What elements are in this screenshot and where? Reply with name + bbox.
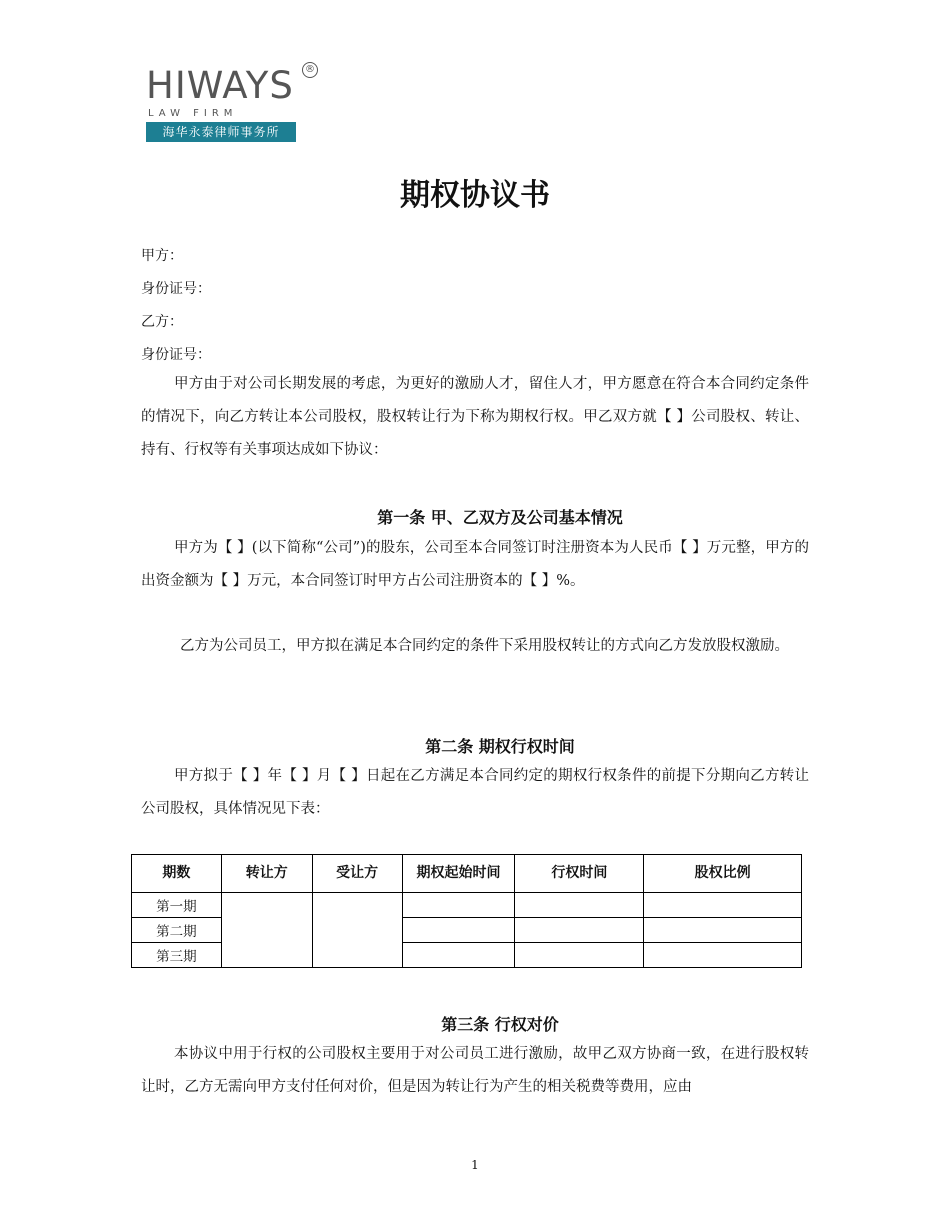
table-cell: 第三期 [132,943,222,968]
table-row [132,893,802,918]
table-header: 期数 [132,855,222,893]
section-3-heading: 第三条 行权对价 [441,1015,559,1034]
registered-mark: ® [302,62,318,78]
section-3-paragraph-1: 本协议中用于行权的公司股权主要用于对公司员工进行激励，故甲乙双方协商一致，在进行股权转让时，乙方无需向甲方支付任何对价，但是因为转让行为产生的相关税费等费用，应由 [141,1046,809,1095]
logo-subtitle: LAW FIRM [148,108,238,119]
table-cell [515,918,644,943]
party-b-label: 乙方： [141,314,183,330]
table-header: 受让方 [312,855,402,893]
table-cell [644,893,802,918]
document-title: 期权协议书 [400,178,550,213]
table-cell [402,918,515,943]
party-a-label: 甲方： [141,248,183,264]
party-b-id-label: 身份证号： [141,347,211,363]
logo-chinese-name: 海华永泰律师事务所 [146,122,296,142]
section-1-paragraph-1: 甲方为【 】(以下简称“公司”)的股东，公司至本合同签订时注册资本为人民币【 】万元整，甲方的出资金额为【 】万元，本合同签订时甲方占公司注册资本的【 】%。 [141,540,809,589]
table-header-row [132,855,802,893]
table-cell: 第二期 [132,918,222,943]
table-cell [515,943,644,968]
page-number: 1 [471,1158,479,1172]
table-cell [402,893,515,918]
table-cell: 第一期 [132,893,222,918]
table-cell [402,943,515,968]
intro-paragraph: 甲方由于对公司长期发展的考虑，为更好的激励人才，留住人才，甲方愿意在符合本合同约定条件的情况下，向乙方转让本公司股权，股权转让行为下称为期权行权。甲乙双方就【 】公司股权、转让、持有、行权等有关事项达成如下协议： [141,376,809,458]
table-header: 期权起始时间 [402,855,515,893]
party-a-id-label: 身份证号： [141,281,211,297]
table-cell [644,943,802,968]
exercise-schedule-table [131,854,802,968]
table-header: 股权比例 [644,855,802,893]
section-2-paragraph-1: 甲方拟于【 】年【 】月【 】日起在乙方满足本合同约定的期权行权条件的前提下分期向乙方转让公司股权，具体情况见下表： [141,768,809,817]
section-2-heading: 第二条 期权行权时间 [425,737,575,756]
table-cell [221,893,312,968]
section-1-paragraph-2: 乙方为公司员工，甲方拟在满足本合同约定的条件下采用股权转让的方式向乙方发放股权激励。 [180,638,789,654]
section-1-heading: 第一条 甲、乙双方及公司基本情况 [377,508,623,527]
table-header: 转让方 [221,855,312,893]
logo-brand: HIWAYS [146,64,294,107]
table-cell [644,918,802,943]
table-header: 行权时间 [515,855,644,893]
table-cell [515,893,644,918]
table-cell [312,893,402,968]
